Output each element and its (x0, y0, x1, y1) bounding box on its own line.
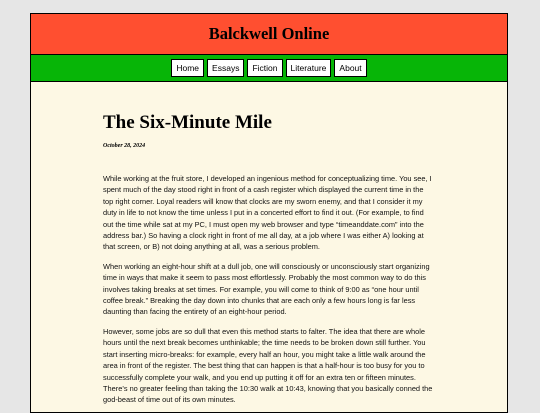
site-header (31, 14, 507, 55)
nav-link-fiction[interactable]: Fiction (247, 59, 282, 77)
nav-link-essays[interactable]: Essays (207, 59, 244, 77)
site-title: Balckwell Online (208, 24, 330, 43)
article (31, 112, 507, 406)
nav-link-about[interactable]: About (334, 59, 366, 77)
article-paragraph: When working an eight-hour shift at a dull job, one will consciously or unconsciously start organizing time in ways that make it seem to pass most effortlessly. Probably the most common way to do this involves taking breaks at set times. For example, you will come to think of 9:00 as “one hour until coffee break.” Breaking the day down into chunks that are each only a few hours long is far less daunting than facing the entirety of an eight-hour period. (103, 261, 430, 317)
main-nav (31, 55, 507, 82)
post-date: October 28, 2024 (103, 143, 146, 149)
post-title: The Six-Minute Mile (103, 112, 272, 133)
nav-link-literature[interactable]: Literature (286, 59, 332, 77)
article-paragraph: While working at the fruit store, I developed an ingenious method for conceptualizing time. You see, I spent much of the day stood right in front of a cash register which displayed the current time in the top right corner. Loyal readers will know that clocks are my sworn enemy, and that I consider it my duty in life to not know the time unless I put in a concerted effort to find it out. (For example, to find out the time while sat at my PC, I must open my web browser and type “timeanddate.com” into the address bar.) So having a clock right in front of me all day, at a job where I was either A) looking at that screen, or B) not doing anything at all, was a serious problem. (103, 174, 432, 252)
page-frame (30, 13, 508, 413)
article-paragraph: However, some jobs are so dull that even this method starts to falter. The idea that there are whole hours until the next break becomes unthinkable; the time needs to be broken down still further. You start inserting micro-breaks: for example, every half an hour, you might take a little walk around the area in front of the register. The best thing that can happen is that a half-hour is too busy for you to successfully complete your walk, and you end up putting it off for an extra ten or fifteen minutes. There’s no greater feeling than taking the 10:30 walk at 10:43, knowing that you basically conned the god-beast of time out of its own minutes. (103, 326, 433, 405)
nav-link-home[interactable]: Home (171, 59, 204, 77)
